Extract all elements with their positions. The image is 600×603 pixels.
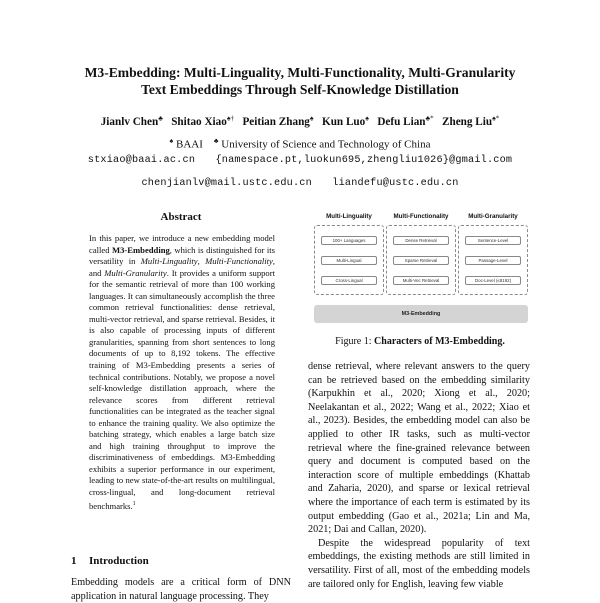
introduction-body: Embedding models are a critical form of DNN application in natural language processing. They [71, 577, 291, 602]
paragraph: dense retrieval, where relevant answers to the query can be retrieved based on the embedding similarity (Karpukhin et al., 2020; Xiong et al., 2020; Neelakantan et al., 2022; Wang et al., 2022; Xiao et al., 2023). Besides, the embedding model can also be applied to other IR tasks, such as multi-vector retrieval where the fine-grained relevance between query and document is computed based on the interaction score of multiple embeddings (Khattab and Zaharia, 2020), and sparse or lexical retrieval where the importance of each term is estimated by its output embedding (Gao et al., 2021a; Lin and Ma, 2021; Dai and Callan, 2020). [308, 361, 530, 536]
title-line-1: M3-Embedding: Multi-Linguality, Multi-Functionality, Multi-Granularity [84, 65, 516, 80]
figure-m3-embedding-bar: M3-Embedding [314, 305, 528, 323]
affiliation-ustc: University of Science and Technology of China [221, 138, 431, 151]
figure-column-multi-functionality [386, 225, 456, 295]
email: {namespace.pt,luokun695,zhengliu1026}@gmail.com [215, 155, 513, 166]
figure-box: Multi-Lingual [321, 256, 377, 265]
affiliation-mark: ♣ [213, 137, 219, 145]
figure-box: Cross-Lingual [321, 276, 377, 285]
figure-column-title: Multi-Functionality [393, 213, 449, 220]
email: stxiao@baai.ac.cn [87, 155, 196, 166]
affiliation-mark: ♠ [169, 137, 174, 145]
figure-box: Sparse Retrieval [393, 256, 449, 265]
figure-column-title: Multi-Linguality [326, 213, 372, 220]
section-number: 1 [71, 555, 77, 567]
section-title: Introduction [89, 555, 149, 567]
author: Zheng Liu♠* [442, 114, 500, 128]
emails-line-2 [20, 177, 580, 191]
figure-box: Passage-Level [465, 256, 521, 265]
affiliation-baai: BAAI [176, 138, 203, 151]
figure-column-multi-linguality [314, 225, 384, 295]
right-column-body [308, 360, 530, 591]
emails-line-1 [20, 154, 580, 168]
section-heading-introduction [71, 555, 149, 567]
paper-title [40, 64, 560, 98]
author: Peitian Zhang♠ [242, 114, 314, 128]
abstract-heading: Abstract [160, 211, 202, 223]
email: liandefu@ustc.edu.cn [332, 178, 459, 189]
figure-caption: Figure 1: Characters of M3-Embedding. [335, 336, 505, 347]
author: Defu Lian♣* [377, 114, 434, 128]
affiliations [30, 134, 570, 152]
figure-box: Dense Retrieval [393, 236, 449, 245]
abstract-body: In this paper, we introduce a new embedding model called M3-Embedding, which is distinguished for its versatility in Multi-Linguality, Multi-Functionality, and Multi-Granularity. It provides a uniform support for the semantic retrieval of more than 100 working languages. It can simultaneously accomplish the three common retrieval functionalities: dense retrieval, multi-vector retrieval, and sparse retrieval. Besides, it is also capable of processing inputs of different granularities, spanning from short sentences to long documents of up to 8,192 tokens. The effective training of M3-Embedding presents a series of technical contributions. Notably, we propose a novel self-knowledge distillation approach, where the relevance scores from different retrieval functionalities can be integrated as the teacher signal to enhance the training quality. We also optimize the batching strategy, which enables a large batch size and high training throughput to improve the discriminativeness of embeddings. M3-Embedding exhibits a superior performance in our experiment, leading to new state-of-the-art results on multilingual, cross-lingual, and long-document retrieval benchmarks.$^1$ [89, 233, 275, 511]
author: Jianlv Chen♣ [100, 114, 163, 128]
figure-box: Sentence-Level [465, 236, 521, 245]
author: Shitao Xiao♠† [171, 114, 235, 128]
figure-column-title: Multi-Granularity [468, 213, 518, 220]
figure-1 [308, 205, 530, 327]
author: Kun Luo♠ [322, 114, 369, 128]
paragraph: Despite the widespread popularity of text embeddings, the existing methods are still limited in versatility. First of all, most of the embedding models are tailored only for English, leaving few viable [308, 537, 530, 590]
footnote-mark: 1 [132, 500, 136, 507]
figure-box: 100+ Languages [321, 236, 377, 245]
figure-column-multi-granularity [458, 225, 528, 295]
figure-box: Multi-Vec Retrieval [393, 276, 449, 285]
author-list [30, 111, 570, 129]
email: chenjianlv@mail.ustc.edu.cn [141, 178, 312, 189]
figure-box: Doc-Level (≤8192) [465, 276, 521, 285]
title-line-2: Text Embeddings Through Self-Knowledge Distillation [141, 82, 459, 97]
